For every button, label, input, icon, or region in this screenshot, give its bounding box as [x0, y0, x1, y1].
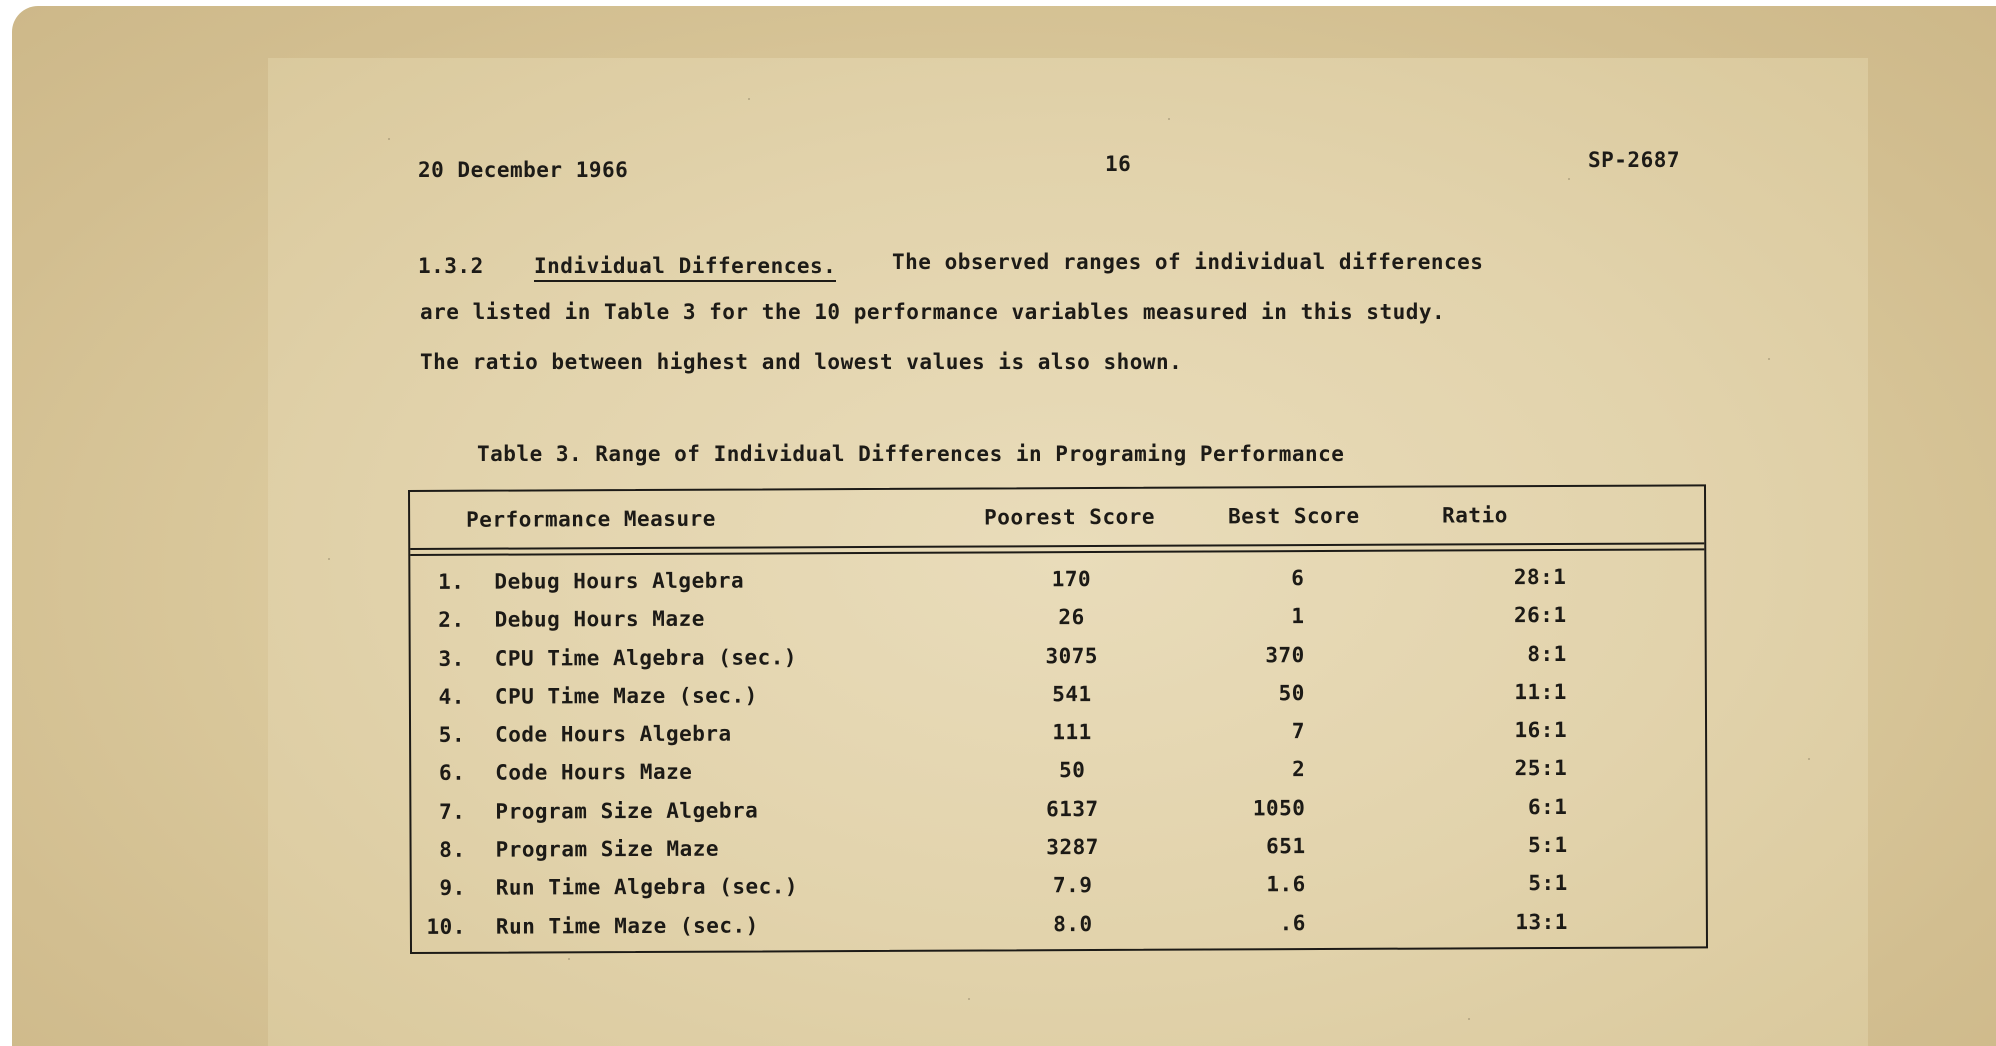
row-number: 6. — [438, 761, 466, 786]
row-ratio: 13:1 — [1515, 909, 1568, 934]
table-caption: Table 3. Range of Individual Differences in Programing Performance — [477, 442, 1345, 466]
row-best: 2 — [1292, 757, 1306, 782]
table-row — [411, 603, 1705, 647]
paragraph-line-3: The ratio between highest and lowest values is also shown. — [420, 350, 1183, 374]
paragraph-line-1: The observed ranges of individual differences — [892, 250, 1484, 274]
row-ratio: 28:1 — [1513, 564, 1567, 590]
row-poorest: 7.9 — [1052, 873, 1093, 898]
row-ratio: 25:1 — [1514, 756, 1568, 781]
header-date: 20 December 1966 — [418, 158, 629, 182]
table-row — [411, 756, 1705, 800]
row-poorest: 111 — [1052, 720, 1092, 745]
row-poorest: 3287 — [1046, 835, 1099, 860]
table-row — [411, 794, 1705, 838]
paragraph-line-2: are listed in Table 3 for the 10 performance variables measured in this study. — [420, 300, 1446, 324]
column-header-best: Best Score — [1228, 503, 1360, 529]
row-ratio: 5:1 — [1528, 871, 1568, 896]
column-header-ratio: Ratio — [1442, 503, 1508, 528]
column-header-measure: Performance Measure — [466, 506, 716, 532]
table-row — [410, 564, 1704, 608]
row-number: 10. — [426, 914, 466, 939]
row-poorest: 3075 — [1045, 643, 1099, 668]
table-row — [412, 871, 1706, 915]
row-ratio: 26:1 — [1513, 603, 1567, 628]
row-number: 8. — [439, 837, 466, 862]
column-header-poorest: Poorest Score — [984, 504, 1156, 530]
row-measure: Code Hours Maze — [495, 760, 693, 786]
header-rule-bottom — [410, 548, 1704, 556]
row-number: 1. — [438, 569, 465, 594]
row-number: 7. — [439, 799, 466, 824]
header-page-number: 16 — [1105, 152, 1132, 176]
row-measure: Debug Hours Maze — [494, 607, 705, 632]
data-table — [408, 484, 1708, 954]
row-best: 6 — [1291, 566, 1305, 591]
row-best: 50 — [1278, 680, 1305, 706]
row-poorest: 50 — [1059, 758, 1086, 783]
table-row — [411, 679, 1705, 723]
row-poorest: 170 — [1051, 567, 1092, 592]
row-number: 2. — [438, 608, 465, 633]
row-poorest: 6137 — [1046, 796, 1099, 821]
table-row — [411, 718, 1705, 762]
row-best: 370 — [1265, 642, 1305, 667]
row-poorest: 8.0 — [1053, 911, 1093, 936]
row-measure: CPU Time Algebra (sec.) — [494, 644, 798, 671]
row-best: 1.6 — [1266, 872, 1306, 897]
row-ratio: 8:1 — [1527, 641, 1567, 666]
row-best: 651 — [1266, 834, 1306, 859]
row-best: 7 — [1291, 719, 1306, 744]
row-number: 9. — [439, 876, 466, 901]
row-ratio: 11:1 — [1514, 679, 1567, 705]
row-measure: Program Size Algebra — [495, 798, 759, 824]
row-best: .6 — [1279, 910, 1306, 935]
row-ratio: 6:1 — [1527, 794, 1568, 819]
row-measure: Run Time Algebra (sec.) — [495, 874, 799, 900]
row-number: 4. — [438, 684, 465, 709]
table-body — [410, 564, 1706, 953]
header-document-code: SP-2687 — [1588, 148, 1681, 172]
row-measure: CPU Time Maze (sec.) — [494, 683, 758, 709]
row-ratio: 5:1 — [1528, 833, 1568, 858]
row-poorest: 541 — [1052, 681, 1092, 707]
row-number: 5. — [438, 722, 466, 748]
table-row — [411, 641, 1705, 685]
row-measure: Code Hours Algebra — [495, 721, 732, 747]
row-number: 3. — [438, 646, 465, 671]
row-poorest: 26 — [1058, 605, 1085, 630]
row-measure: Program Size Maze — [495, 836, 720, 862]
row-ratio: 16:1 — [1514, 718, 1568, 743]
table-row — [412, 909, 1706, 953]
section-title: Individual Differences. — [534, 254, 836, 282]
row-measure: Debug Hours Algebra — [494, 568, 745, 594]
section-number: 1.3.2 — [418, 254, 484, 278]
row-measure: Run Time Maze (sec.) — [495, 913, 759, 939]
row-best: 1050 — [1252, 795, 1306, 821]
table-row — [412, 832, 1706, 876]
row-best: 1 — [1291, 604, 1305, 629]
